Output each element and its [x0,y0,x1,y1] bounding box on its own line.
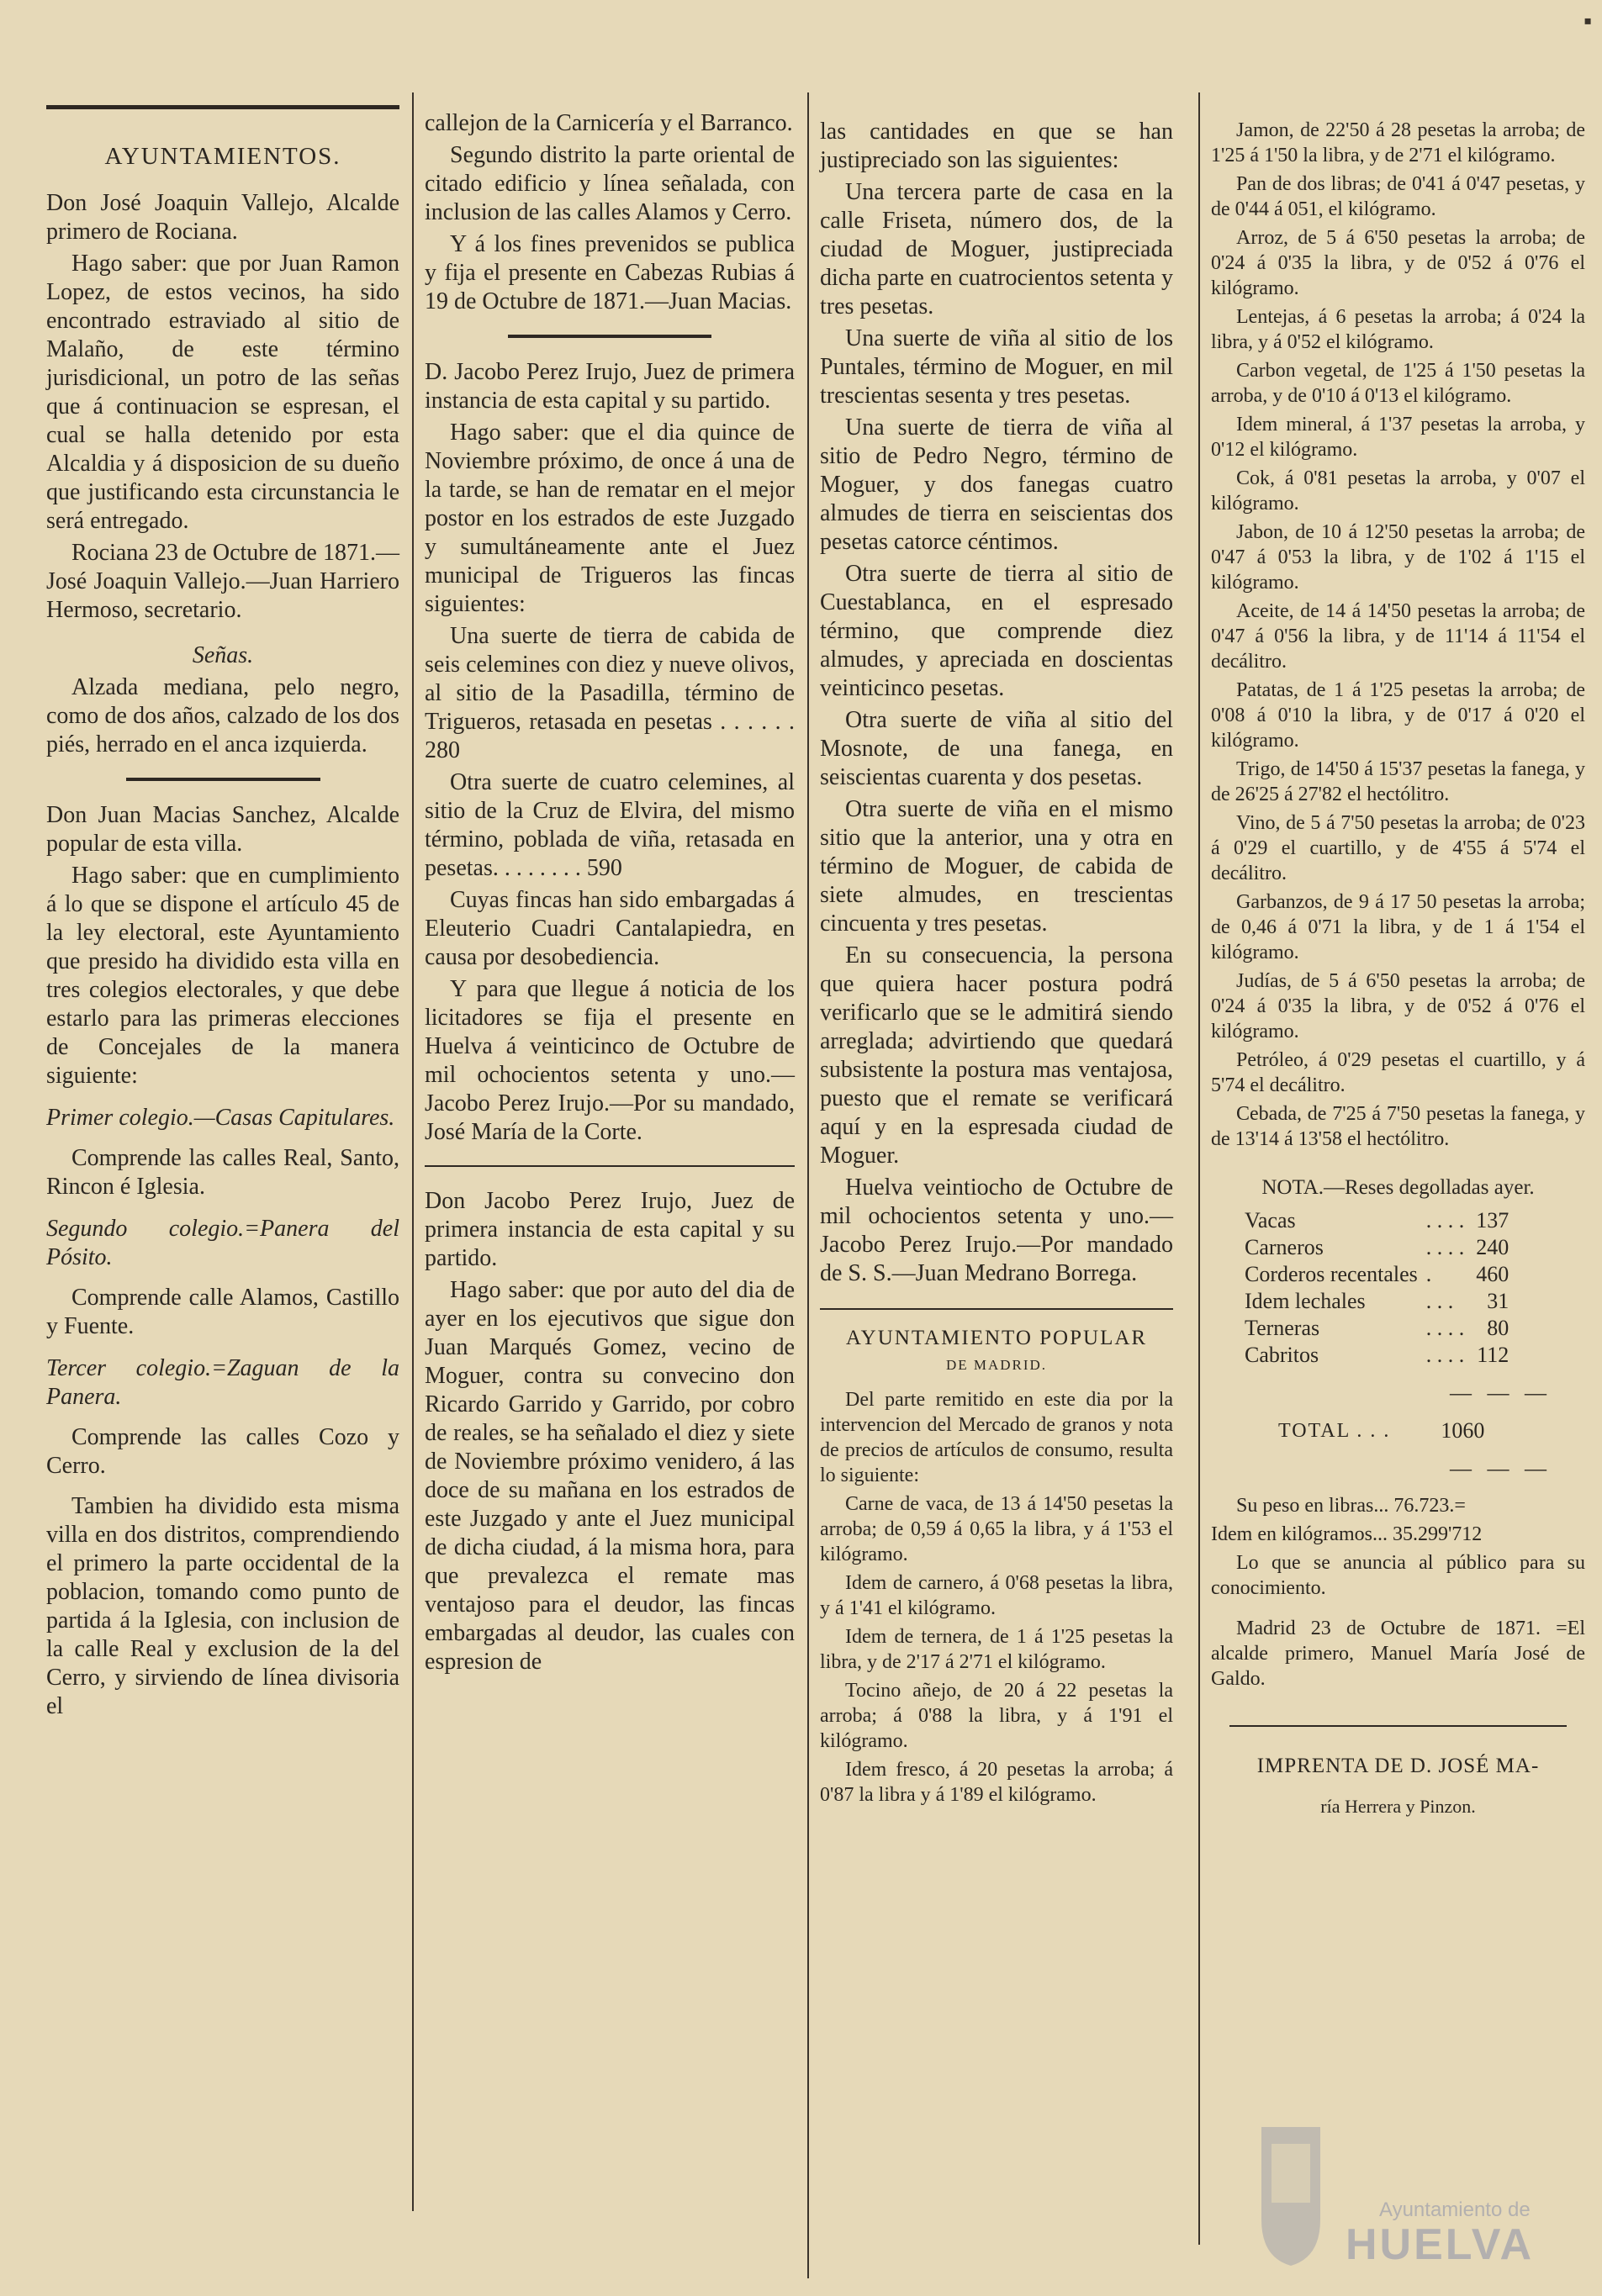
notice-signature: Huelva veintiocho de Octubre de mil ochocientos setenta y uno.—Jacobo Perez Irujo.—Por mandado de S. S.—Juan Medrano Borrega. [820,1174,1173,1286]
total-value: 1060 [1441,1418,1485,1443]
fecha-firma: Madrid 23 de Octubre de 1871. =El alcalde primero, Manuel María José de Galdo. [1211,1618,1585,1690]
reses-value: 240 [1476,1235,1509,1259]
reses-table [1245,1207,1509,1369]
notice-heading: Don Jacobo Perez Irujo, Juez de primera instancia de esta capital y su partido. [425,1188,795,1271]
notice-body: Segundo distrito la parte oriental de citado edificio y línea señalada, con inclusion de las calles Alamos y Cerro. [425,142,795,225]
finca-item: Una suerte de tierra de viña al sitio de Pedro Negro, término de Moguer, y dos fanegas cuatro almudes de tierra en seiscientas dos pesetas catorce céntimos. [820,414,1173,555]
price-item: Lentejas, á 6 pesetas la arroba; á 0'24 la libra, y á 0'52 el kilógramo. [1211,306,1585,353]
price-item: Pan de dos libras; de 0'41 á 0'47 pesetas, y de 0'44 á 051, el kilógramo. [1211,173,1585,220]
separator-dashes: — — — [1450,1456,1552,1481]
column-1 [46,80,399,1724]
price-item: Cebada, de 7'25 á 7'50 pesetas la fanega, y de 13'14 á 13'58 el hectólitro. [1211,1103,1585,1150]
price-item: Carne de vaca, de 13 á 14'50 pesetas la arroba; de 0,59 á 0,65 la libra, y á 1'53 el kilógramo. [820,1493,1173,1565]
imprenta-line: IMPRENTA DE D. JOSÉ MA- [1256,1755,1540,1777]
reses-label: Carneros [1245,1235,1324,1259]
price-item: Vino, de 5 á 7'50 pesetas la arroba; de 0'23 á 0'29 el cuartillo, y de 4'55 á 5'74 el decálitro. [1211,812,1585,884]
separator-rule [820,1308,1173,1310]
reses-label: Cabritos [1245,1343,1319,1367]
market-intro: Del parte remitido en este dia por la intervencion del Mercado de granos y nota de precios de artículos de consumo, resulta lo siguiente: [820,1389,1173,1486]
reses-row [1245,1288,1509,1315]
peso-libras: Su peso en libras... 76.723.= [1236,1495,1466,1517]
separator-rule [425,1165,795,1167]
notice-heading: D. Jacobo Perez Irujo, Juez de primera instancia de esta capital y su partido. [425,359,795,414]
reses-value: 137 [1476,1208,1509,1232]
notice-body: Hago saber: que el dia quince de Noviembre próximo, de once á una de la tarde, se han de rematar en el mejor postor en los estrados de este Juzgado y sumultáneamente ante el Juez municipal de Trigueros las fincas siguientes: [425,420,795,617]
finca-item: Una tercera parte de casa en la calle Friseta, número dos, de la ciudad de Moguer, justipreciada dicha parte en cuatrocientos setenta y tres pesetas. [820,179,1173,319]
reses-dots: . . . . [1425,1208,1465,1232]
reses-value: 112 [1477,1343,1509,1367]
notice-signature: Y á los fines prevenidos se publica y fija el presente en Cabezas Rubias á 19 de Octubre de 1871.—Juan Macias. [425,231,795,314]
colegio-text: Comprende calle Alamos, Castillo y Fuente. [46,1285,399,1339]
price-item: Idem fresco, á 20 pesetas la arroba; á 0'87 la libra y á 1'89 el kilógramo. [820,1759,1173,1806]
reses-dots: . . . . [1425,1235,1465,1259]
column-rule [1198,92,1200,2245]
price-item: Jabon, de 10 á 12'50 pesetas la arroba; de 0'47 á 0'53 la libra, y de 1'02 á 1'15 el kilógramo. [1211,521,1585,594]
price-item: Arroz, de 5 á 6'50 pesetas la arroba; de 0'24 á 0'35 la libra, y de 0'52 á 0'76 el kilógramo. [1211,227,1585,299]
price-item: Garbanzos, de 9 á 17 50 pesetas la arroba; de 0,46 á 0'71 la libra, y de 1 á 1'54 el kilógramo. [1211,891,1585,963]
price-item: Petróleo, á 0'29 pesetas el cuartillo, y á 5'74 el decálitro. [1211,1049,1585,1096]
reses-dots: . . . . [1425,1316,1465,1340]
senas-title: Señas. [192,642,254,668]
section-header-madrid: AYUNTAMIENTO POPULAR [845,1327,1148,1349]
price-item: Tocino añejo, de 20 á 22 pesetas la arroba; á 0'88 la libra, y á 1'91 el kilógramo. [820,1680,1173,1752]
colegio-text: Comprende las calles Cozo y Cerro. [46,1424,399,1479]
reses-dots: . . . [1425,1289,1454,1313]
finca-item: Una suerte de viña al sitio de los Puntales, término de Moguer, en mil trescientas sesenta y tres pesetas. [820,325,1173,409]
section-header-ayuntamientos: AYUNTAMIENTOS. [104,143,341,170]
colegio-text: Comprende las calles Real, Santo, Rincon é Iglesia. [46,1145,399,1200]
price-item: Aceite, de 14 á 14'50 pesetas la arroba; de 0'47 á 0'56 la libra, y de 11'14 á 11'54 el decálitro. [1211,600,1585,673]
notice-heading: Don José Joaquin Vallejo, Alcalde primero de Rociana. [46,190,399,245]
notice-body: Hago saber: que por Juan Ramon Lopez, de estos vecinos, ha sido encontrado estraviado al sitio de Malaño, de este término jurisdicional, un potro de las señas que á continuacion se espresan, el cual se halla detenido por esta Alcaldia y á disposicion de su dueño que justificando esta circunstancia le será entregado. [46,251,399,534]
price-item: Idem de ternera, de 1 á 1'25 pesetas la libra, y de 2'17 á 2'71 el kilógramo. [820,1626,1173,1673]
notice-heading: Don Juan Macias Sanchez, Alcalde popular de esta villa. [46,802,399,857]
finca-item: Otra suerte de viña en el mismo sitio que la anterior, una y otra en término de Moguer, de cabida de siete almudes, en trescientas cincuenta y tres pesetas. [820,796,1173,937]
reses-value: 31 [1487,1289,1509,1313]
notice-body: Hago saber: que por auto del dia de ayer en los ejecutivos que sigue don Juan Marqués Gomez, vecino de Moguer, contra su convecino don Ricardo Garrido y Garrido, por cobro de reales, se ha señalado el diez y siete de Noviembre próximo venidero, á las doce de su mañana en los estrados de este Juzgado y ante el Juez municipal de dicha ciudad, á la misma hora, para que prevalezca el remate mas ventajoso para el deudor, las fincas embargadas al deudor, las cuales con espresion de [425,1277,795,1675]
column-2 [425,109,795,1680]
city-seal-icon [1253,2119,1329,2270]
anuncio-text: Lo que se anuncia al público para su conocimiento. [1211,1552,1585,1599]
page-corner-mark: ▪ [1583,8,1592,34]
reses-value: 460 [1476,1262,1509,1286]
total-label: TOTAL . . . [1278,1420,1391,1442]
peso-kilogramos: Idem en kilógramos... 35.299'712 [1211,1523,1483,1545]
reses-row [1245,1234,1509,1261]
notice-body: Cuyas fincas han sido embargadas á Eleuterio Cuadri Cantalapiedra, en causa por desobediencia. [425,887,795,970]
top-rule [46,105,399,109]
price-item: Idem mineral, á 1'37 pesetas la arroba, y 0'12 el kilógramo. [1211,414,1585,461]
section-subheader-madrid: DE MADRID. [945,1357,1048,1373]
price-item: Idem de carnero, á 0'68 pesetas la libra, y á 1'41 el kilógramo. [820,1572,1173,1619]
price-item: Patatas, de 1 á 1'25 pesetas la arroba; de 0'08 á 0'10 la libra, y de 0'17 á 0'20 el kilógramo. [1211,679,1585,752]
finca-item: Otra suerte de viña al sitio del Mosnote, de una fanega, en seiscientas cuarenta y dos pesetas. [820,707,1173,790]
price-item: Jamon, de 22'50 á 28 pesetas la arroba; de 1'25 á 1'50 la libra, y de 2'71 el kilógramo. [1211,119,1585,166]
imprenta-line: ría Herrera y Pinzon. [1320,1796,1476,1817]
reses-label: Corderos recentales [1245,1262,1418,1286]
price-item: Trigo, de 14'50 á 15'37 pesetas la fanega, y de 26'25 á 27'82 el hectólitro. [1211,758,1585,805]
separator-rule [1229,1725,1567,1727]
separator-dashes: — — — [1450,1380,1552,1405]
reses-row [1245,1315,1509,1342]
reses-dots: . [1425,1262,1432,1286]
reses-dots: . . . . [1425,1343,1465,1367]
senas-text: Alzada mediana, pelo negro, como de dos años, calzado de los dos piés, herrado en el anca izquierda. [46,674,399,757]
reses-row [1245,1342,1509,1369]
colegio-title: Segundo colegio.=Panera del Pósito. [46,1216,399,1270]
price-item: Cok, á 0'81 pesetas la arroba, y 0'07 el kilógramo. [1211,467,1585,515]
notice-body: En su consecuencia, la persona que quiera hacer postura podrá verificarlo que se le admitirá siendo arreglada; advirtiendo que quedará subsistente la postura mas ventajosa, puesto que el remate se verificará aquí y en la espresada ciudad de Moguer. [820,942,1173,1169]
notice-signature: Y para que llegue á noticia de los licitadores se fija el presente en Huelva á veinticinco de Octubre de mil ochocientos setenta y uno.—Jacobo Perez Irujo.—Por su mandado, José María de la Corte. [425,976,795,1145]
notice-continuation: las cantidades en que se han justipreciado son las siguientes: [820,119,1173,173]
column-3 [820,118,1173,1811]
column-rule [807,92,809,2278]
notice-continuation: callejon de la Carnicería y el Barranco. [425,110,793,136]
reses-row [1245,1261,1509,1288]
price-item: Judías, de 5 á 6'50 pesetas la arroba; de 0'24 á 0'35 la libra, y de 0'52 á 0'76 el kilógramo. [1211,970,1585,1042]
finca-item: Otra suerte de cuatro celemines, al sitio de la Cruz de Elvira, del mismo término, poblada de viña, retasada en pesetas. . . . . . . . 590 [425,769,795,881]
nota-heading: NOTA.—Reses degolladas ayer. [1261,1176,1535,1199]
watermark-caption: Ayuntamiento de [1379,2198,1531,2221]
colegio-title: Primer colegio.—Casas Capitulares. [46,1105,395,1131]
notice-body: Tambien ha dividido esta misma villa en dos distritos, comprendiendo el primero la parte occidental de la poblacion, tomando como punto de partida á la Iglesia, con inclusion de la calle Real y exclusion de la del Cerro, y sirviendo de línea divisoria el [46,1493,399,1719]
column-4 [1211,118,1585,1824]
separator-rule [126,778,320,781]
notice-signature: Rociana 23 de Octubre de 1871.—José Joaquin Vallejo.—Juan Harriero Hermoso, secretario. [46,540,399,623]
reses-value: 80 [1487,1316,1509,1340]
reses-row [1245,1207,1509,1234]
separator-rule [508,335,711,338]
watermark-text: HUELVA [1346,2220,1535,2269]
colegio-title: Tercer colegio.=Zaguan de la Panera. [46,1355,399,1410]
finca-item: Una suerte de tierra de cabida de seis celemines con diez y nueve olivos, al sitio de la Pasadilla, término de Trigueros, retasada en pesetas . . . . . . 280 [425,623,795,763]
price-item: Carbon vegetal, de 1'25 á 1'50 pesetas la arroba, y de 0'10 á 0'13 el kilógramo. [1211,360,1585,407]
total-table [1278,1417,1484,1444]
reses-label: Vacas [1245,1208,1296,1232]
reses-label: Idem lechales [1245,1289,1366,1313]
notice-body: Hago saber: que en cumplimiento á lo que se dispone el artículo 45 de la ley electoral, este Ayuntamiento que presido ha dividido esta villa en tres colegios electorales, y que debe estarlo para las primeras elecciones de Concejales de la manera siguiente: [46,863,399,1089]
reses-label: Terneras [1245,1316,1320,1340]
finca-item: Otra suerte de tierra al sitio de Cuestablanca, en el espresado término, que comprende diez almudes, y apreciada en doscientas veinticinco pesetas. [820,561,1173,701]
column-rule [412,92,414,2211]
